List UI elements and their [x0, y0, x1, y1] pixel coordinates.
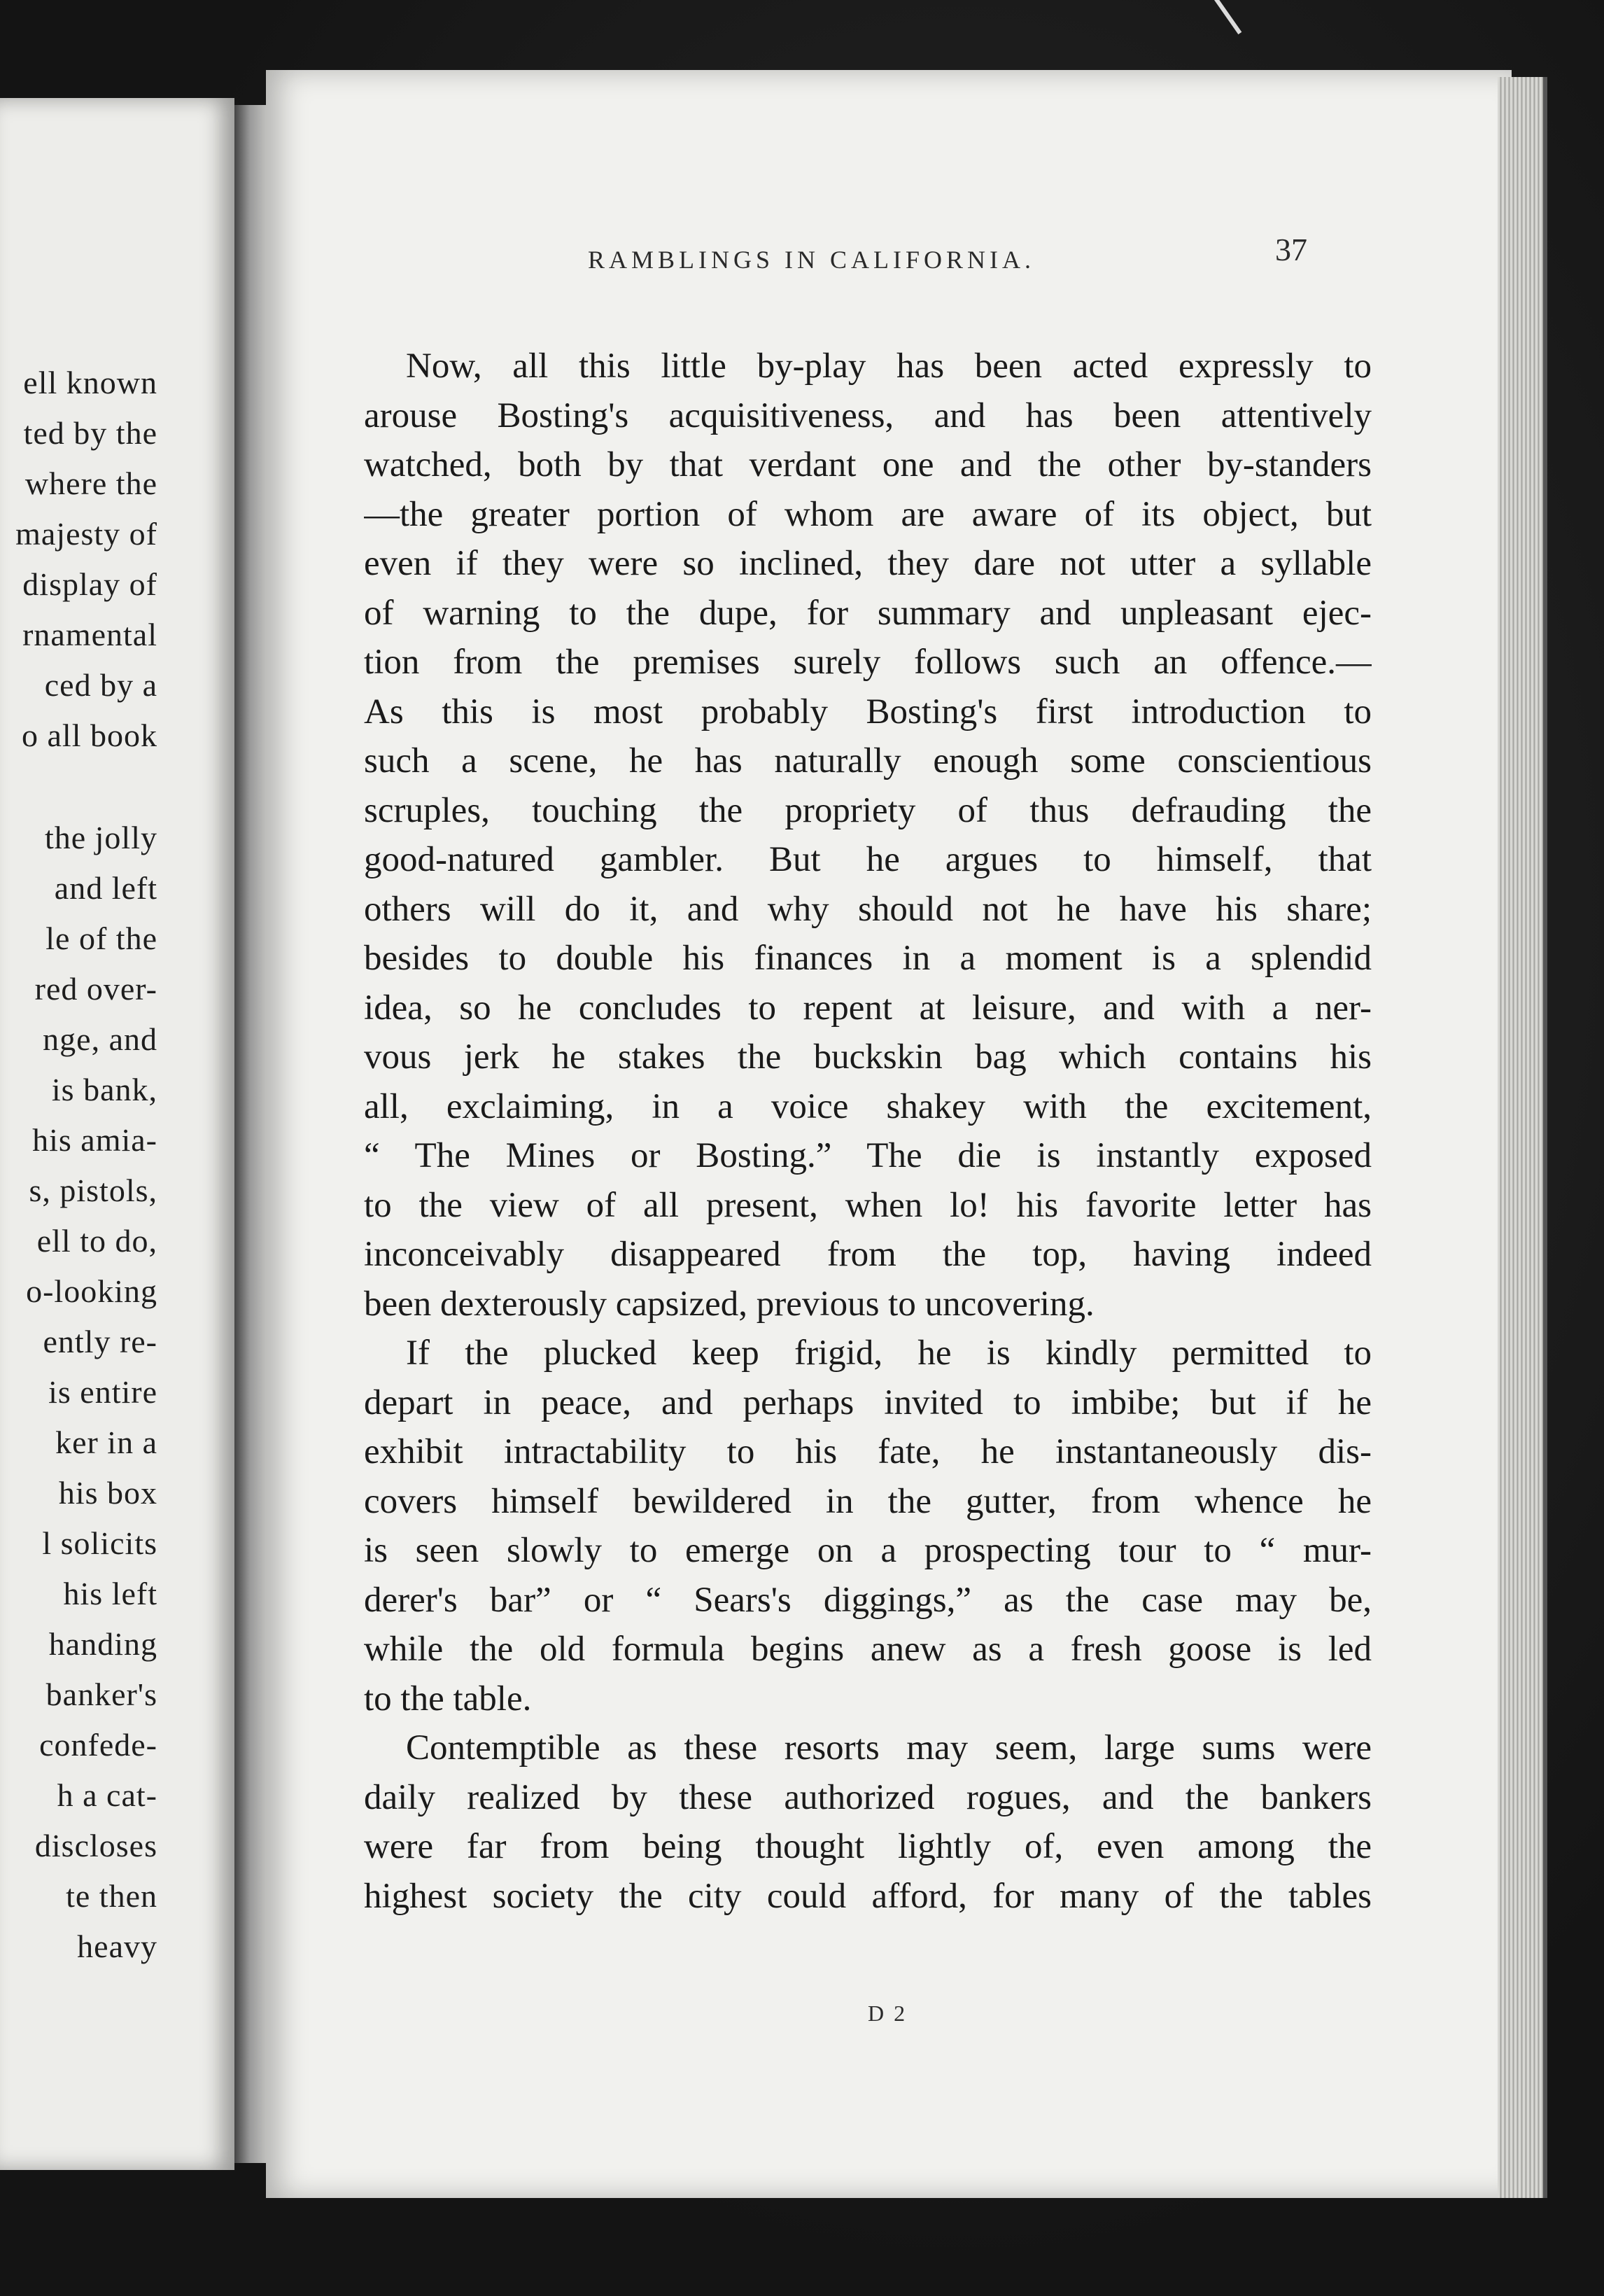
left-page-line: confede-: [39, 1727, 157, 1763]
text-line: been dexterously capsized, previous to uncovering.: [364, 1284, 1095, 1324]
left-page-line: ell to do,: [36, 1223, 157, 1259]
left-page-line: red over-: [34, 971, 157, 1007]
left-page-line: l solicits: [42, 1525, 157, 1561]
text-line: besides to double his finances in a moment is a splendid: [364, 939, 1372, 978]
left-page-line: handing: [48, 1626, 157, 1662]
page-edges: [1498, 77, 1547, 2198]
signature-mark: D 2: [868, 2001, 908, 2026]
text-line: scruples, touching the propriety of thus defrauding the: [364, 790, 1372, 830]
text-line: exhibit intractability to his fate, he instantaneously dis-: [364, 1432, 1372, 1471]
text-line: depart in peace, and perhaps invited to imbibe; but if he: [364, 1382, 1372, 1422]
text-line: were far from being thought lightly of, even among the: [364, 1827, 1372, 1866]
left-page-line: banker's: [45, 1676, 157, 1712]
left-page-line: s, pistols,: [29, 1172, 157, 1208]
left-page-line: his box: [58, 1475, 157, 1511]
page-number: 37: [1275, 232, 1307, 267]
text-line: tion from the premises surely follows such an offence.—: [364, 643, 1372, 682]
text-line: while the old formula begins anew as a fresh goose is led: [364, 1630, 1372, 1669]
text-line: covers himself bewildered in the gutter, from whence he: [364, 1481, 1372, 1521]
text-line: such a scene, he has naturally enough some conscientious: [364, 741, 1372, 780]
left-page: [0, 98, 234, 2170]
left-page-line: o-looking: [26, 1273, 157, 1309]
running-head: RAMBLINGS IN CALIFORNIA.: [588, 246, 1036, 274]
text-line: If the plucked keep frigid, he is kindly permitted to: [406, 1334, 1372, 1373]
text-line: “ The Mines or Bosting.” The die is instantly exposed: [364, 1136, 1372, 1175]
left-page-line: le of the: [45, 920, 157, 956]
text-line: even if they were so inclined, they dare not utter a syllable: [364, 544, 1372, 583]
text-line: idea, so he concludes to repent at leisure, and with a ner-: [364, 988, 1372, 1028]
left-page-line: ell known: [23, 365, 157, 400]
text-line: daily realized by these authorized rogues, and the bankers: [364, 1777, 1372, 1817]
text-line: derer's bar” or “ Sears's diggings,” as the case may be,: [364, 1580, 1372, 1620]
left-page-line: ted by the: [23, 415, 157, 451]
text-line: all, exclaiming, in a voice shakey with the excitement,: [364, 1086, 1372, 1126]
text-line: good-natured gambler. But he argues to himself, that: [364, 840, 1372, 879]
left-page-line: rnamental: [22, 617, 157, 652]
text-line: others will do it, and why should not he have his share;: [364, 889, 1372, 929]
text-line: inconceivably disappeared from the top, having indeed: [364, 1235, 1372, 1274]
text-line: is seen slowly to emerge on a prospecting tour to “ mur-: [364, 1531, 1372, 1570]
left-page-line: nge, and: [43, 1021, 157, 1057]
left-page-line: majesty of: [15, 516, 157, 552]
left-page-line: heavy: [77, 1928, 157, 1964]
left-page-line: is entire: [48, 1374, 157, 1410]
text-line: to the view of all present, when lo! his favorite letter has: [364, 1185, 1372, 1225]
text-line: Now, all this little by-play has been acted expressly to: [406, 346, 1372, 386]
left-page-line: ced by a: [44, 667, 157, 703]
text-line: vous jerk he stakes the buckskin bag which contains his: [364, 1037, 1372, 1077]
text-line: watched, both by that verdant one and the other by-standers: [364, 445, 1372, 484]
left-page-line: h a cat-: [57, 1777, 157, 1813]
text-line: highest society the city could afford, for many of the tables: [364, 1876, 1372, 1916]
left-page-line: discloses: [34, 1828, 157, 1863]
left-page-line: his left: [63, 1576, 157, 1611]
left-page-line: is bank,: [51, 1072, 157, 1107]
text-line: —the greater portion of whom are aware of its object, but: [364, 494, 1372, 534]
text-line: Contemptible as these resorts may seem, large sums were: [406, 1728, 1372, 1768]
left-page-line: ently re-: [43, 1324, 157, 1359]
text-line: of warning to the dupe, for summary and unpleasant ejec-: [364, 593, 1372, 633]
text-line: As this is most probably Bosting's first introduction to: [364, 692, 1372, 732]
left-page-line: display of: [22, 566, 157, 602]
text-line: arouse Bosting's acquisitiveness, and has been attentively: [364, 396, 1372, 435]
left-page-line: his amia-: [32, 1122, 157, 1158]
left-page-line: ker in a: [55, 1424, 157, 1460]
text-line: to the table.: [364, 1679, 532, 1718]
left-page-line: where the: [24, 465, 157, 501]
body-text: [364, 342, 1372, 1921]
left-page-line: o all book: [22, 718, 157, 753]
left-page-line: the jolly: [44, 820, 157, 855]
left-page-line: te then: [66, 1878, 157, 1914]
left-page-line: and left: [54, 870, 157, 906]
